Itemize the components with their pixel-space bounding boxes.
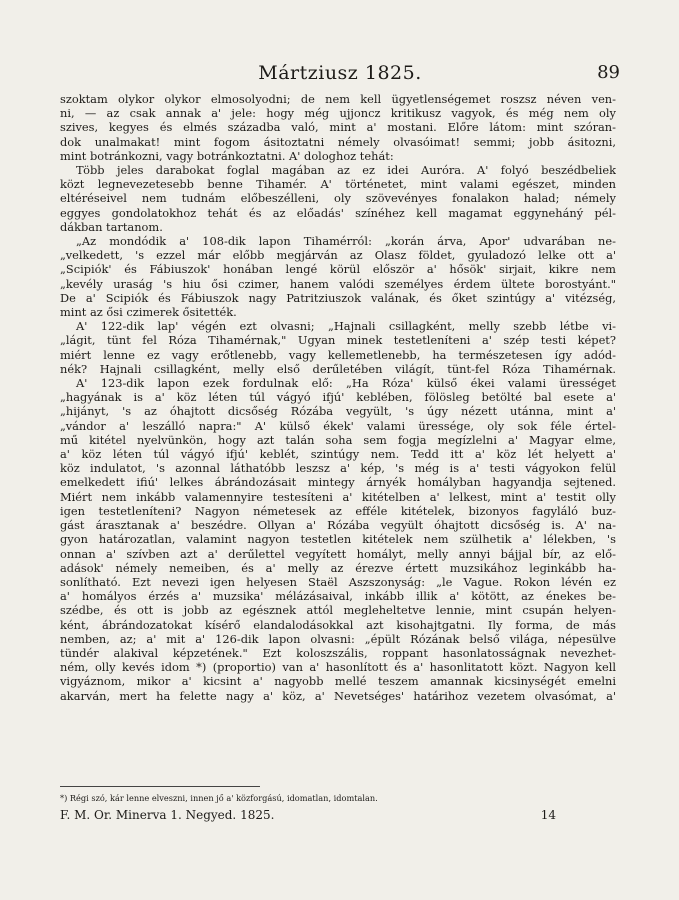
- text-line: ni, — az csak annak a' jele: hogy még ujjoncz kritikusz vagyok, és még nem oly: [60, 106, 616, 121]
- text-line: De a' Scipiók és Fábiuszok nagy Patritziuszok valának, és őket szintúgy a' vitézség,: [60, 290, 616, 305]
- text-line: mint botránkozni, vagy botránkoztatni. A' dologhoz tehát:: [60, 148, 394, 163]
- text-line: nék? Hajnali csillagként, melly első derűletében világít, tünt-fel Róza Tihamérnak.: [60, 361, 616, 376]
- text-line: szédbe, és ott is jobb az egésznek attól megleheltetve lennie, mint csupán helyen-: [60, 603, 616, 618]
- text-line: köz indulatot, 's azonnal láthatóbb leszsz a' kép, 's még is a' testi vágyokon felül: [60, 461, 616, 476]
- text-line: „vándor a' leszálló napra:" A' külső ékek' valami üressége, oly sok féle értel-: [60, 418, 616, 433]
- text-line: sonlítható. Ezt nevezi igen helyesen Staël Aszszonyság: „le Vague. Rokon lévén ez: [60, 574, 616, 589]
- text-line: eggyes gondolatokhoz tehát és az előadás' színéhez kell magamat eggyneháný pél-: [60, 205, 616, 220]
- running-header: [60, 62, 620, 86]
- text-line: gást árasztanak a' beszédre. Ollyan a' Rózába vegyült óhajtott dicsőség is. A' na-: [60, 518, 616, 533]
- printer-signature: F. M. Or. Minerva 1. Negyed. 1825.: [60, 808, 275, 822]
- text-line: A' 122-dik lap' végén ezt olvasni; „Hajnali csillagként, melly szebb létbe vi-: [76, 319, 616, 334]
- text-line: tündér alakival képzetének." Ezt koloszszális, roppant hasonlatosságnak nevezhet-: [60, 645, 616, 660]
- footnote: *) Régi szó, kár lenne elveszni, innen jő a' közforgású, idomatlan, idomtalan.: [60, 793, 378, 803]
- text-line: dákban tartanom.: [60, 219, 163, 234]
- text-line: miért lenne ez vagy erőtlenebb, vagy kellemetlenebb, ha természetesen így adód-: [60, 347, 616, 362]
- text-line: Több jeles darabokat foglal magában az ez idei Auróra. A' folyó beszédbeliek: [76, 163, 616, 178]
- text-line: dok unalmakat! mint fogom ásitoztatni némely olvasóimat! semmi; jobb ásitozni,: [60, 134, 616, 149]
- text-line: a' köz léten túl vágyó ifjú' keblét, szintúgy nem. Tedd itt a' köz lét helyett a': [60, 447, 616, 462]
- text-line: közt legnevezetesebb benne Tihamér. A' történetet, mint valami egészet, minden: [60, 177, 616, 192]
- text-line: nemben, az; a' mit a' 126-dik lapon olvasni: „épült Rózának belső világa, népesülve: [60, 631, 616, 646]
- text-line: gyon határozatlan, valamint nagyon testetlen kitételek nem szülhetik a' lélekben, 's: [60, 532, 616, 547]
- page-footer: [60, 808, 616, 826]
- text-line: akarván, mert ha felette nagy a' köz, a' Nevetséges' határihoz vezetem olvasómat, a': [60, 688, 616, 703]
- text-line: „lágit, tünt fel Róza Tihamérnak," Ugyan minek testetleníteni a' szép testi képet?: [60, 333, 616, 348]
- page-number: 89: [597, 62, 620, 83]
- text-line: adások' némely nemeiben, és a' melly az érezve értett muzsikához leginkább ha-: [60, 560, 616, 575]
- text-line: mint az ősi czimerek ősitették.: [60, 305, 237, 320]
- text-line: mű kitétel nyelvünkön, hogy azt talán soha sem fogja megízlelni a' Magyar elme,: [60, 432, 616, 447]
- text-line: onnan a' szívben azt a' derűlettel vegyített homályt, melly annyi bájjal bír, az elő-: [60, 546, 616, 561]
- text-line: vigyáznom, mikor a' kicsint a' nagyobb mellé teszem amannak kicsinységét emelni: [60, 674, 616, 689]
- text-line: ként, ábrándozatokat kísérő elandalodásokkal azt kisohajtgatni. Ily forma, de más: [60, 617, 616, 632]
- text-line: Miért nem inkább valamennyire testesíteni a' kitételben a' lelkest, mint a' testit olly: [60, 489, 616, 504]
- text-line: „hagyának is a' köz léten túl vágyó ifjú' keblében, fölösleg betölté bal esete a': [60, 390, 616, 405]
- text-line: szives, kegyes és elmés századba való, mint a' mostani. Előre látom: mint szóran-: [60, 120, 616, 135]
- text-line: A' 123-dik lapon ezek fordulnak elő: „Ha Róza' külső ékei valami ürességet: [76, 376, 616, 391]
- text-line: szoktam olykor olykor elmosolyodni; de nem kell ügyetlenségemet roszsz néven ven-: [60, 92, 616, 106]
- text-line: eltéréseivel nem tudnám előbeszélleni, oly szövevényes fonalakon halad; némely: [60, 191, 616, 206]
- text-line: „Scipiók' és Fábiuszok' honában lengé körül először a' hősök' sirjait, kikre nem: [60, 262, 616, 277]
- text-line: „velkedett, 's ezzel már előbb megjárván az Olasz földet, gyuladozó lelke ott a': [60, 248, 616, 263]
- text-line: „Az mondódik a' 108-dik lapon Tihamérról: „korán árva, Apor' udvarában ne-: [76, 234, 616, 249]
- text-line: „kevély uraság 's hiu ősi czimer, hanem valódi személyes érdem ültete borostyánt.": [60, 276, 616, 291]
- footnote-rule: [60, 786, 260, 787]
- text-line: ném, olly kevés idom *) (proportio) van a' hasonlított és a' hasonlitatott közt. Nagyon kell: [60, 660, 616, 675]
- signature-number: 14: [540, 808, 556, 822]
- text-line: a' homályos érzés a' muzsika' mélázásaival, inkább illik a' kötött, az énekes be-: [60, 589, 616, 604]
- body-text: [60, 92, 616, 703]
- text-line: „hijányt, 's az óhajtott dicsőség Rózába vegyült, 's úgy nézett utánna, mint a': [60, 404, 616, 419]
- header-title: Mártziusz 1825.: [258, 62, 422, 84]
- text-line: emelkedett ifiú' lelkes ábrándozásait mintegy árnyék homályban hagyandja sejtened.: [60, 475, 616, 490]
- text-line: igen testetleníteni? Nagyon németesek az efféle kitételek, bizonyos fagyláló buz-: [60, 503, 616, 518]
